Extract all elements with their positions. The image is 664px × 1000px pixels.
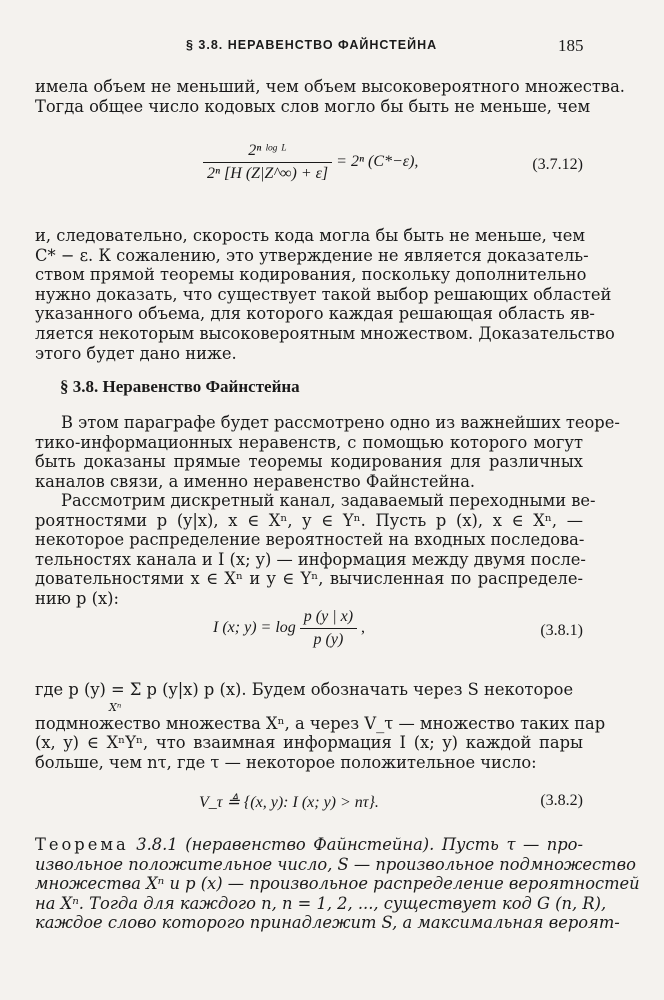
equation-number: (3.7.12) bbox=[532, 156, 583, 173]
page-number: 185 bbox=[558, 36, 584, 55]
paragraph-channel bbox=[35, 491, 596, 609]
text-line: ляется некоторым высоковероятным множеством. Доказательство bbox=[35, 323, 615, 343]
equation-body: V_τ ≜ {(x, y): I (x; y) > nτ}. bbox=[199, 794, 379, 811]
running-head bbox=[0, 38, 664, 58]
text-line: довательностями x ∈ Xⁿ и y ∈ Yⁿ, вычисленная по распределе- bbox=[35, 569, 583, 589]
text-line: нужно доказать, что существует такой выбор решающих областей bbox=[35, 284, 612, 304]
text-line: некоторое распределение вероятностей на входных последова- bbox=[35, 530, 585, 550]
text-line: где p (y) = Σ p (y|x) p (x). Будем обозначать через S некоторое bbox=[35, 680, 574, 699]
equation-lhs: I (x; y) = log bbox=[213, 619, 296, 637]
text-line: Рассмотрим дискретный канал, задаваемый переходными ве- bbox=[61, 491, 596, 510]
text-line: на Xⁿ. Тогда для каждого n, n = 1, 2, ..., существует код G (n, R), bbox=[35, 893, 607, 913]
text-line: Тогда общее число кодовых слов могло бы быть не меньше, чем bbox=[35, 96, 591, 116]
equation-rhs: = 2ⁿ (C*−ε), bbox=[336, 153, 419, 171]
text-line: подмножество множества Xⁿ, а через V_τ — множество таких пар bbox=[35, 713, 606, 733]
theorem-head: Теорема bbox=[35, 835, 129, 854]
text-line: ством прямой теоремы кодирования, поскольку дополнительно bbox=[35, 265, 587, 285]
paragraph-definitions bbox=[35, 680, 606, 772]
text-line: множества Xⁿ и p (x) — произвольное распределение вероятностей bbox=[35, 874, 640, 894]
text-line: (x, y) ∈ XⁿYⁿ, что взаимная информация I (x; y) каждой пары bbox=[35, 733, 583, 753]
fraction-numerator: 2ⁿ ˡᵒᵍ ᴸ bbox=[203, 142, 332, 163]
equation-3-8-2 bbox=[35, 790, 583, 840]
fraction-numerator: p (y | x) bbox=[300, 608, 357, 629]
text-line: В этом параграфе будет рассмотрено одно из важнейших теоре- bbox=[61, 413, 620, 432]
fraction-denominator: p (y) bbox=[313, 631, 344, 648]
fraction bbox=[203, 142, 332, 183]
text-line: этого будет дано ниже. bbox=[35, 343, 237, 363]
text-line: каждое слово которого принадлежит S, а максимальная вероят- bbox=[35, 913, 620, 933]
text-line: тико-информационных неравенств, с помощью которого могут bbox=[35, 432, 583, 452]
paragraph-section-intro bbox=[35, 413, 620, 491]
text-line: каналов связи, а именно неравенство Файнстейна. bbox=[35, 471, 476, 491]
text-line bbox=[35, 835, 583, 855]
paragraph-theorem bbox=[35, 835, 640, 933]
text-line: и, следовательно, скорость кода могла бы быть не меньше, чем bbox=[35, 226, 586, 245]
text-line: быть доказаны прямые теоремы кодирования для различных bbox=[35, 452, 583, 472]
text-line: указанного объема, для которого каждая решающая область яв- bbox=[35, 304, 595, 324]
text-line: C* − ε. К сожалению, это утверждение не является доказатель- bbox=[35, 245, 589, 265]
text-line: извольное положительное число, S — произвольное подмножество bbox=[35, 854, 636, 874]
equation-tail: , bbox=[361, 619, 366, 637]
fraction bbox=[300, 608, 357, 649]
text-line: роятностями p (y|x), x ∈ Xⁿ, y ∈ Yⁿ. Пусть p (x), x ∈ Xⁿ, — bbox=[35, 510, 583, 530]
text-line: имела объем не меньший, чем объем высоковероятного множества. bbox=[35, 77, 625, 96]
text-line: тельностях канала и I (x; y) — информация между двумя после- bbox=[35, 549, 586, 569]
paragraph-conclusion bbox=[35, 226, 615, 363]
equation-3-7-12 bbox=[35, 142, 583, 192]
equation-number: (3.8.1) bbox=[540, 622, 583, 639]
equation-3-8-1 bbox=[35, 608, 583, 658]
text-line: больше, чем nτ, где τ — некоторое положительное число: bbox=[35, 752, 537, 772]
paragraph-intro bbox=[35, 77, 625, 116]
section-heading: § 3.8. Неравенство Файнстейна bbox=[60, 377, 300, 396]
text-line: нию p (x): bbox=[35, 588, 120, 608]
theorem-text: 3.8.1 (неравенство Файнстейна). Пусть τ — про- bbox=[136, 835, 583, 854]
sum-subscript: Xⁿ bbox=[109, 701, 122, 714]
fraction-denominator: 2ⁿ [H (Z|Z^∞) + ε] bbox=[207, 165, 329, 182]
equation-number: (3.8.2) bbox=[540, 792, 583, 809]
running-title: § 3.8. НЕРАВЕНСТВО ФАЙНСТЕЙНА bbox=[186, 38, 438, 52]
